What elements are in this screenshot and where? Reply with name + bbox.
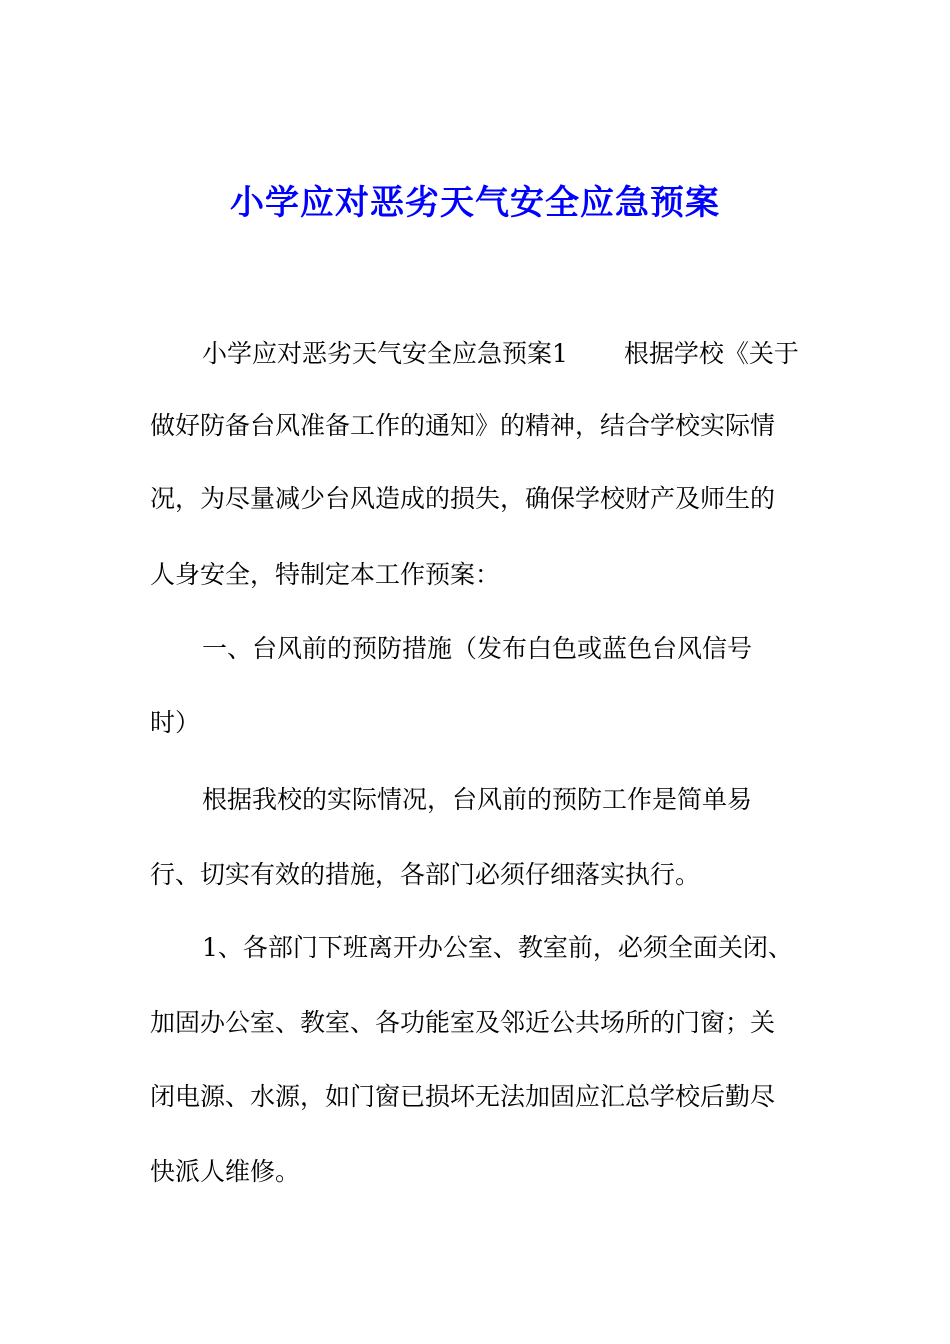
paragraph-line: 闭电源、水源，如门窗已损坏无法加固应汇总学校后勤尽 — [150, 1082, 776, 1111]
paragraph-line: 况，为尽量减少台风造成的损失，确保学校财产及师生的 — [150, 484, 776, 513]
paragraph-line: 人身安全，特制定本工作预案： — [150, 560, 501, 589]
paragraph-line: 行、切实有效的措施，各部门必须仔细落实执行。 — [150, 860, 701, 889]
paragraph-line: 加固办公室、教室、各功能室及邻近公共场所的门窗；关 — [150, 1008, 776, 1037]
paragraph-line: 根据我校的实际情况，台风前的预防工作是简单易 — [202, 785, 753, 814]
paragraph-line: 时） — [150, 708, 201, 737]
paragraph-line: 快派人维修。 — [150, 1157, 301, 1186]
line-text: 小学应对恶劣天气安全应急预案1 — [202, 339, 568, 368]
paragraph-line: 做好防备台风准备工作的通知》的精神，结合学校实际情 — [150, 411, 776, 440]
paragraph-line: 一、台风前的预防措施（发布白色或蓝色台风信号 — [202, 634, 753, 663]
line-text: 根据学校《关于 — [623, 339, 799, 368]
document-title: 小学应对恶劣天气安全应急预案 — [230, 183, 720, 223]
paragraph-line: 1、各部门下班离开办公室、教室前，必须全面关闭、 — [202, 933, 793, 962]
paragraph-line — [202, 334, 799, 374]
